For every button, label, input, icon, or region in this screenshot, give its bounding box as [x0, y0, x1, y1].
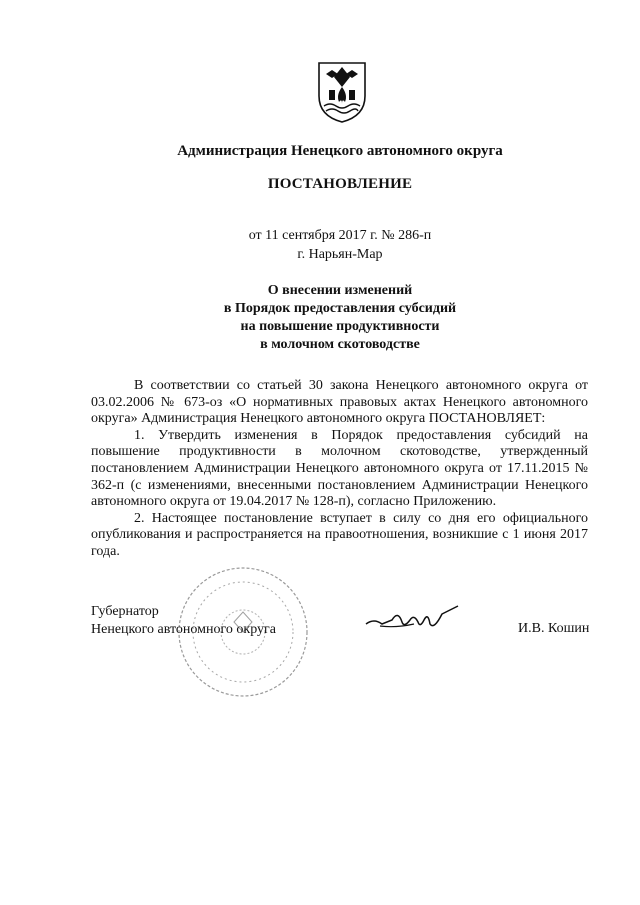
subject-line: в молочном скотоводстве — [260, 337, 420, 352]
signatory-title — [91, 603, 276, 639]
handwritten-signature — [362, 600, 462, 640]
body-paragraph: 1. Утвердить изменения в Порядок предоставления субсидий на повышение продуктивности в молочном скотоводстве, утвержденный постановлением Администрации Ненецкого автономного округа от 17.11.2015 № 362-п (с изменениями, внесенными постановлением Администрации Ненецкого автономного округа от 19.04.2017 № 128-п), согласно Приложению. — [91, 427, 588, 510]
document-subject — [60, 282, 620, 354]
document-date-number: от 11 сентября 2017 г. № 286-п — [248, 228, 432, 243]
coat-of-arms-emblem — [316, 60, 368, 124]
subject-line: на повышение продуктивности — [240, 319, 440, 334]
document-city: г. Нарьян-Мар — [297, 247, 383, 262]
subject-line: О внесении изменений — [267, 283, 413, 298]
signatory-name: И.В. Кошин — [518, 621, 590, 636]
organization-name: Администрация Ненецкого автономного округа — [177, 143, 503, 159]
signatory-title-line: Губернатор — [91, 604, 159, 619]
body-paragraph: 2. Настоящее постановление вступает в силу со дня его официального опубликования и распространяется на правоотношения, возникшие с 1 июня 2017 года. — [91, 510, 588, 559]
document-body — [91, 378, 588, 561]
document-type: ПОСТАНОВЛЕНИЕ — [267, 176, 413, 192]
signatory-title-line: Ненецкого автономного округа — [91, 622, 276, 637]
subject-line: в Порядок предоставления субсидий — [223, 301, 457, 316]
body-paragraph: В соответствии со статьей 30 закона Ненецкого автономного округа от 03.02.2006 № 673-оз «О нормативных правовых актах Ненецкого автономного округа» Администрация Ненецкого автономного округа ПОСТАНОВЛЯЕТ: — [91, 378, 588, 427]
